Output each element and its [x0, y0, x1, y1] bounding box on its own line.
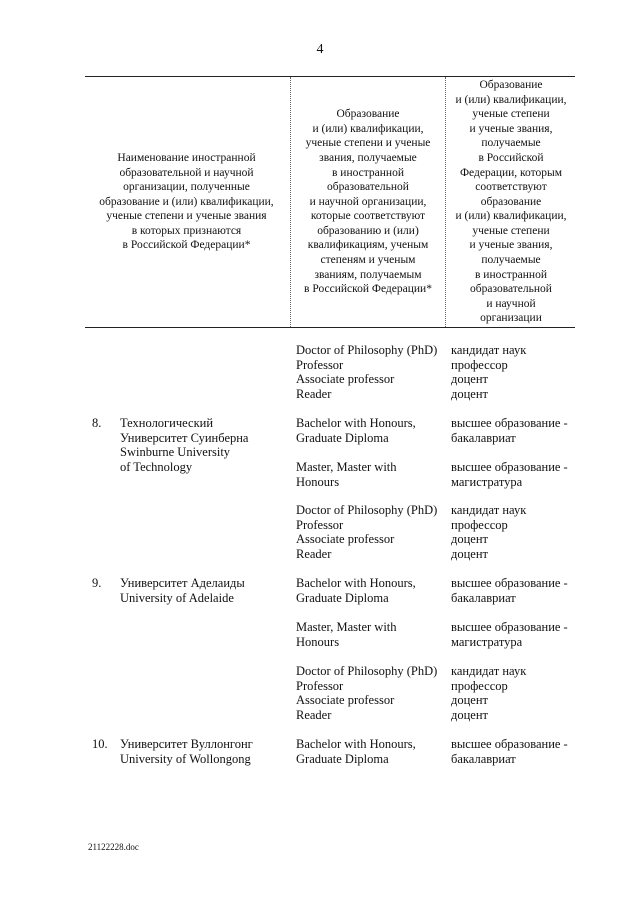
header-col-organization: Наименование иностранной образовательной и научной организации, полученные образование и (или) квалификации, ученые степени и ученые звания в которых признаются в Российской Федерации*	[99, 151, 274, 252]
row-9-bachelor-russian: высшее образование - бакалавриат	[451, 576, 568, 605]
row-9-master-russian: высшее образование - магистратура	[451, 620, 568, 649]
row-9-doctoral-foreign: Doctor of Philosophy (PhD) Professor Associate professor Reader	[296, 664, 438, 722]
row-10-bachelor-foreign: Bachelor with Honours, Graduate Diploma	[296, 737, 416, 766]
row-9-bachelor-foreign: Bachelor with Honours, Graduate Diploma	[296, 576, 416, 605]
continued-foreign-degrees: Doctor of Philosophy (PhD) Professor Associate professor Reader	[296, 343, 438, 401]
row-8-organization: Технологический Университет Суинберна Swinburne University of Technology	[120, 416, 249, 474]
header-col-foreign-qualification: Образование и (или) квалификации, ученые степени и ученые звания, получаемые в иностранной образовательной и научной организации, которые соответствуют образованию и (или) квалификациям, ученым степеням и ученым званиям, получаемым в Российской Федерации*	[290, 77, 445, 327]
row-8-doctoral-foreign: Doctor of Philosophy (PhD) Professor Associate professor Reader	[296, 503, 438, 561]
row-8-bachelor-russian: высшее образование - бакалавриат	[451, 416, 568, 445]
row-8-number: 8.	[92, 416, 102, 430]
continued-russian-degrees: кандидат наук профессор доцент доцент	[451, 343, 527, 401]
header-col-russian-qualification: Образование и (или) квалификации, ученые степени и ученые звания, получаемые в Российской Федерации, которым соответствуют образование и (или) квалификации, ученые степени и ученые звания, получаемые в иностранной образовательной и научной организации	[445, 77, 576, 327]
row-10-number: 10.	[92, 737, 108, 751]
row-10-organization: Университет Вуллонгонг University of Wollongong	[120, 737, 253, 766]
row-9-organization: Университет Аделаиды University of Adelaide	[120, 576, 245, 605]
page-number: 4	[316, 42, 324, 57]
row-9-master-foreign: Master, Master with Honours	[296, 620, 397, 649]
row-9-number: 9.	[92, 576, 102, 590]
row-8-doctoral-russian: кандидат наук профессор доцент доцент	[451, 503, 527, 561]
table-header	[85, 76, 575, 328]
row-8-master-foreign: Master, Master with Honours	[296, 460, 397, 489]
row-9-doctoral-russian: кандидат наук профессор доцент доцент	[451, 664, 527, 722]
row-10-bachelor-russian: высшее образование - бакалавриат	[451, 737, 568, 766]
row-8-bachelor-foreign: Bachelor with Honours, Graduate Diploma	[296, 416, 416, 445]
file-name-footer: 21122228.doc	[88, 842, 139, 852]
row-8-master-russian: высшее образование - магистратура	[451, 460, 568, 489]
